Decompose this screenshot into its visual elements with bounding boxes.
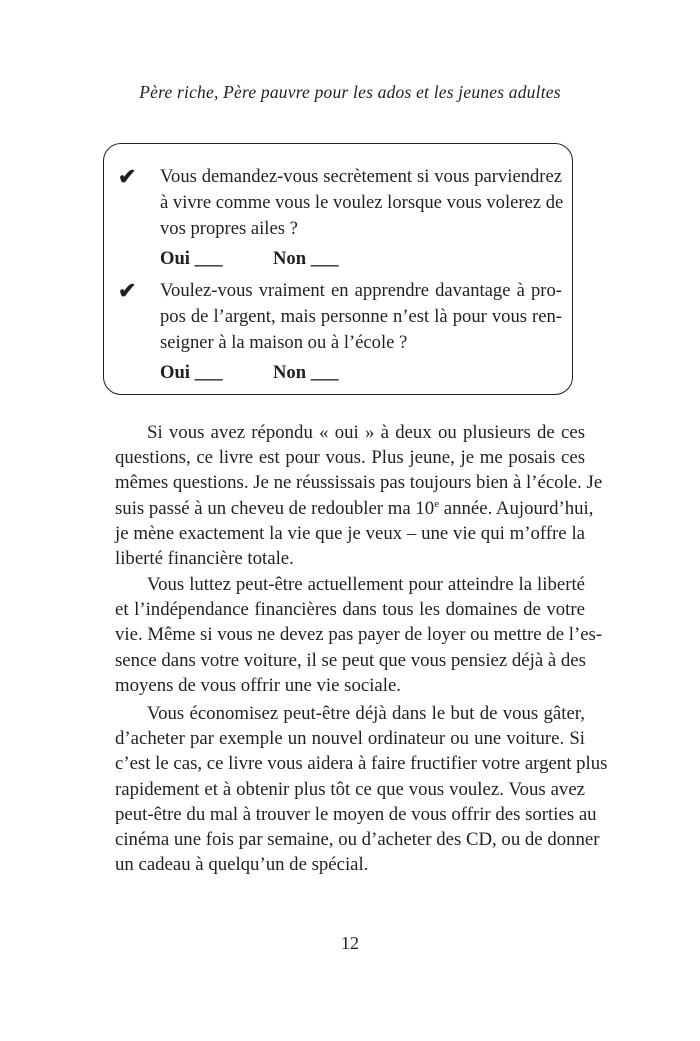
paragraph-line: un cadeau à quelqu’un de spécial.: [115, 854, 369, 876]
paragraph-line: peut-être du mal à trouver le moyen de vous offrir des sorties au: [115, 803, 597, 825]
checkmark-icon: ✔: [118, 164, 137, 189]
question-line: seigner à la maison ou à l’école ?: [160, 332, 408, 353]
answer-yes[interactable]: Oui ___: [160, 362, 223, 383]
answer-no[interactable]: Non ___: [273, 248, 339, 269]
body-paragraph: [115, 420, 603, 571]
paragraph-line: [115, 496, 594, 521]
quiz-box: [103, 143, 573, 395]
page-number: 12: [341, 933, 359, 953]
paragraph-line: vie. Même si vous ne devez pas payer de loyer ou mettre de l’es-: [115, 624, 603, 646]
line-text: suis passé à un cheveu de redoubler ma 10: [115, 497, 435, 519]
paragraph-line: d’acheter par exemple un nouvel ordinateur ou une voiture. Si: [115, 728, 585, 750]
quiz-question: [160, 278, 562, 356]
paragraph-line: c’est le cas, ce livre vous aidera à faire fructifier votre argent plus: [115, 753, 608, 775]
paragraph-line: sence dans votre voiture, il se peut que vous pensiez déjà à des: [115, 649, 586, 671]
answer-no[interactable]: Non ___: [273, 362, 339, 383]
quiz-question: [160, 164, 562, 242]
running-header: Père riche, Père pauvre pour les ados et les jeunes adultes: [139, 82, 561, 102]
paragraph-line: cinéma une fois par semaine, ou d’acheter des CD, ou de donner: [115, 829, 600, 851]
paragraph-line: mêmes questions. Je ne réussissais pas toujours bien à l’école. Je: [115, 472, 603, 494]
paragraph-line: questions, ce livre est pour vous. Plus jeune, je me posais ces: [115, 447, 585, 469]
question-line: Voulez-vous vraiment en apprendre davantage à pro-: [160, 280, 562, 301]
paragraph-line: Si vous avez répondu « oui » à deux ou plusieurs de ces: [147, 422, 585, 443]
checkmark-icon: ✔: [118, 278, 137, 303]
paragraph-line: Vous luttez peut-être actuellement pour atteindre la liberté: [147, 574, 585, 595]
paragraph-line: et l’indépendance financières dans tous les domaines de votre: [115, 599, 585, 621]
question-line: à vivre comme vous le voulez lorsque vous volerez de: [160, 192, 564, 213]
answer-options: [160, 362, 339, 384]
question-line: Vous demandez-vous secrètement si vous parviendrez: [160, 166, 562, 187]
ordinal-superscript: e: [434, 497, 440, 510]
body-paragraph: [115, 572, 603, 698]
paragraph-line: Vous économisez peut-être déjà dans le but de vous gâter,: [147, 703, 585, 724]
answer-yes[interactable]: Oui ___: [160, 248, 223, 269]
paragraph-line: liberté financière totale.: [115, 548, 294, 570]
body-paragraph: [115, 701, 608, 877]
question-line: vos propres ailes ?: [160, 218, 298, 239]
answer-options: [160, 248, 339, 270]
line-text: année. Aujourd’hui,: [439, 497, 594, 519]
paragraph-line: rapidement et à obtenir plus tôt ce que vous voulez. Vous avez: [115, 778, 585, 800]
paragraph-line: moyens de vous offrir une vie sociale.: [115, 674, 401, 696]
question-line: pos de l’argent, mais personne n’est là pour vous ren-: [160, 306, 562, 327]
paragraph-line: je mène exactement la vie que je veux – une vie qui m’offre la: [115, 522, 585, 544]
